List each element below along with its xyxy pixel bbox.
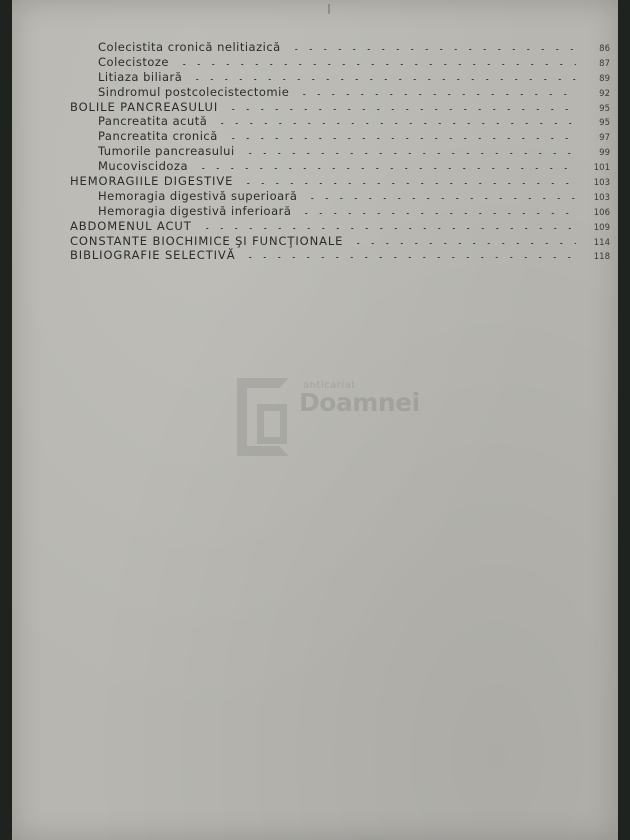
dot-leader [177, 64, 576, 65]
toc-entry-title: Colecistoze [98, 54, 170, 69]
toc-entry-title: Colecistita cronică nelitiazică [98, 40, 281, 54]
watermark-big-text: Doamnei [299, 388, 420, 417]
toc-entry-title: Pancreatita cronică [98, 129, 218, 144]
toc-entry-title: BIBLIOGRAFIE SELECTIVĂ [70, 248, 236, 263]
dot-leader [241, 183, 576, 184]
toc-subsection-entry [70, 129, 610, 144]
toc-section-entry [70, 219, 610, 234]
watermark-inner-frame-icon [257, 404, 287, 444]
page-mark [328, 4, 330, 14]
toc-entry-page-number: 87 [599, 58, 610, 69]
toc-entry-title: Hemoragia digestivă superioară [98, 188, 298, 203]
toc-entry-title: Sindromul postcolecistectomie [98, 84, 290, 99]
table-of-contents [70, 40, 610, 263]
toc-entry-page-number: 99 [599, 148, 610, 159]
toc-subsection-entry [70, 85, 610, 100]
toc-entry-title: Pancreatita acută [98, 114, 208, 129]
toc-subsection-entry [70, 204, 610, 219]
toc-entry-page-number: 95 [599, 103, 610, 114]
dot-leader [196, 168, 576, 169]
toc-entry-page-number: 101 [593, 163, 610, 174]
dot-leader [215, 123, 576, 124]
toc-subsection-entry [70, 159, 610, 174]
toc-entry-page-number: 109 [593, 222, 610, 233]
dot-leader [226, 109, 576, 110]
toc-entry-title: Litiaza biliară [98, 69, 183, 84]
dot-leader [297, 94, 576, 95]
toc-entry-page-number: 97 [599, 133, 610, 144]
toc-entry-page-number: 106 [593, 207, 610, 218]
toc-entry-page-number: 86 [599, 44, 610, 54]
toc-entry-page-number: 114 [593, 237, 610, 248]
toc-entry-page-number: 89 [599, 73, 610, 84]
toc-entry-page-number: 118 [593, 252, 610, 263]
toc-section-entry [70, 100, 610, 115]
toc-entry-title: Mucoviscidoza [98, 159, 188, 174]
toc-section-entry [70, 248, 610, 263]
dot-leader [226, 138, 576, 139]
toc-section-entry [70, 174, 610, 189]
toc-entry-title: Hemoragia digestivă inferioară [98, 203, 292, 218]
dot-leader [200, 228, 576, 229]
toc-entry-page-number: 92 [599, 88, 610, 99]
toc-subsection-entry [70, 114, 610, 129]
book-page [12, 0, 618, 840]
toc-entry-title: BOLILE PANCREASULUI [70, 99, 219, 114]
dot-leader [243, 153, 576, 154]
dot-leader [190, 79, 576, 80]
watermark-logo [237, 378, 427, 460]
toc-entry-page-number: 103 [593, 192, 610, 203]
toc-subsection-entry [70, 189, 610, 204]
toc-entry-page-number: 103 [593, 178, 610, 189]
toc-entry-title: HEMORAGIILE DIGESTIVE [70, 174, 234, 189]
toc-subsection-entry [70, 144, 610, 159]
toc-subsection-entry [70, 55, 610, 70]
watermark-small-text: anticariat [303, 380, 356, 391]
dot-leader [305, 198, 576, 199]
dot-leader [351, 243, 576, 244]
toc-section-entry [70, 234, 610, 249]
dot-leader [243, 257, 576, 258]
toc-subsection-entry [70, 70, 610, 85]
dot-leader [289, 49, 576, 50]
toc-entry-page-number: 95 [599, 118, 610, 129]
toc-entry-title: CONSTANTE BIOCHIMICE ŞI FUNCŢIONALE [70, 233, 344, 248]
dot-leader [299, 213, 576, 214]
toc-entry-title: ABDOMENUL ACUT [70, 218, 192, 233]
toc-entry-title: Tumorile pancreasului [98, 144, 235, 159]
toc-subsection-entry [70, 40, 610, 55]
